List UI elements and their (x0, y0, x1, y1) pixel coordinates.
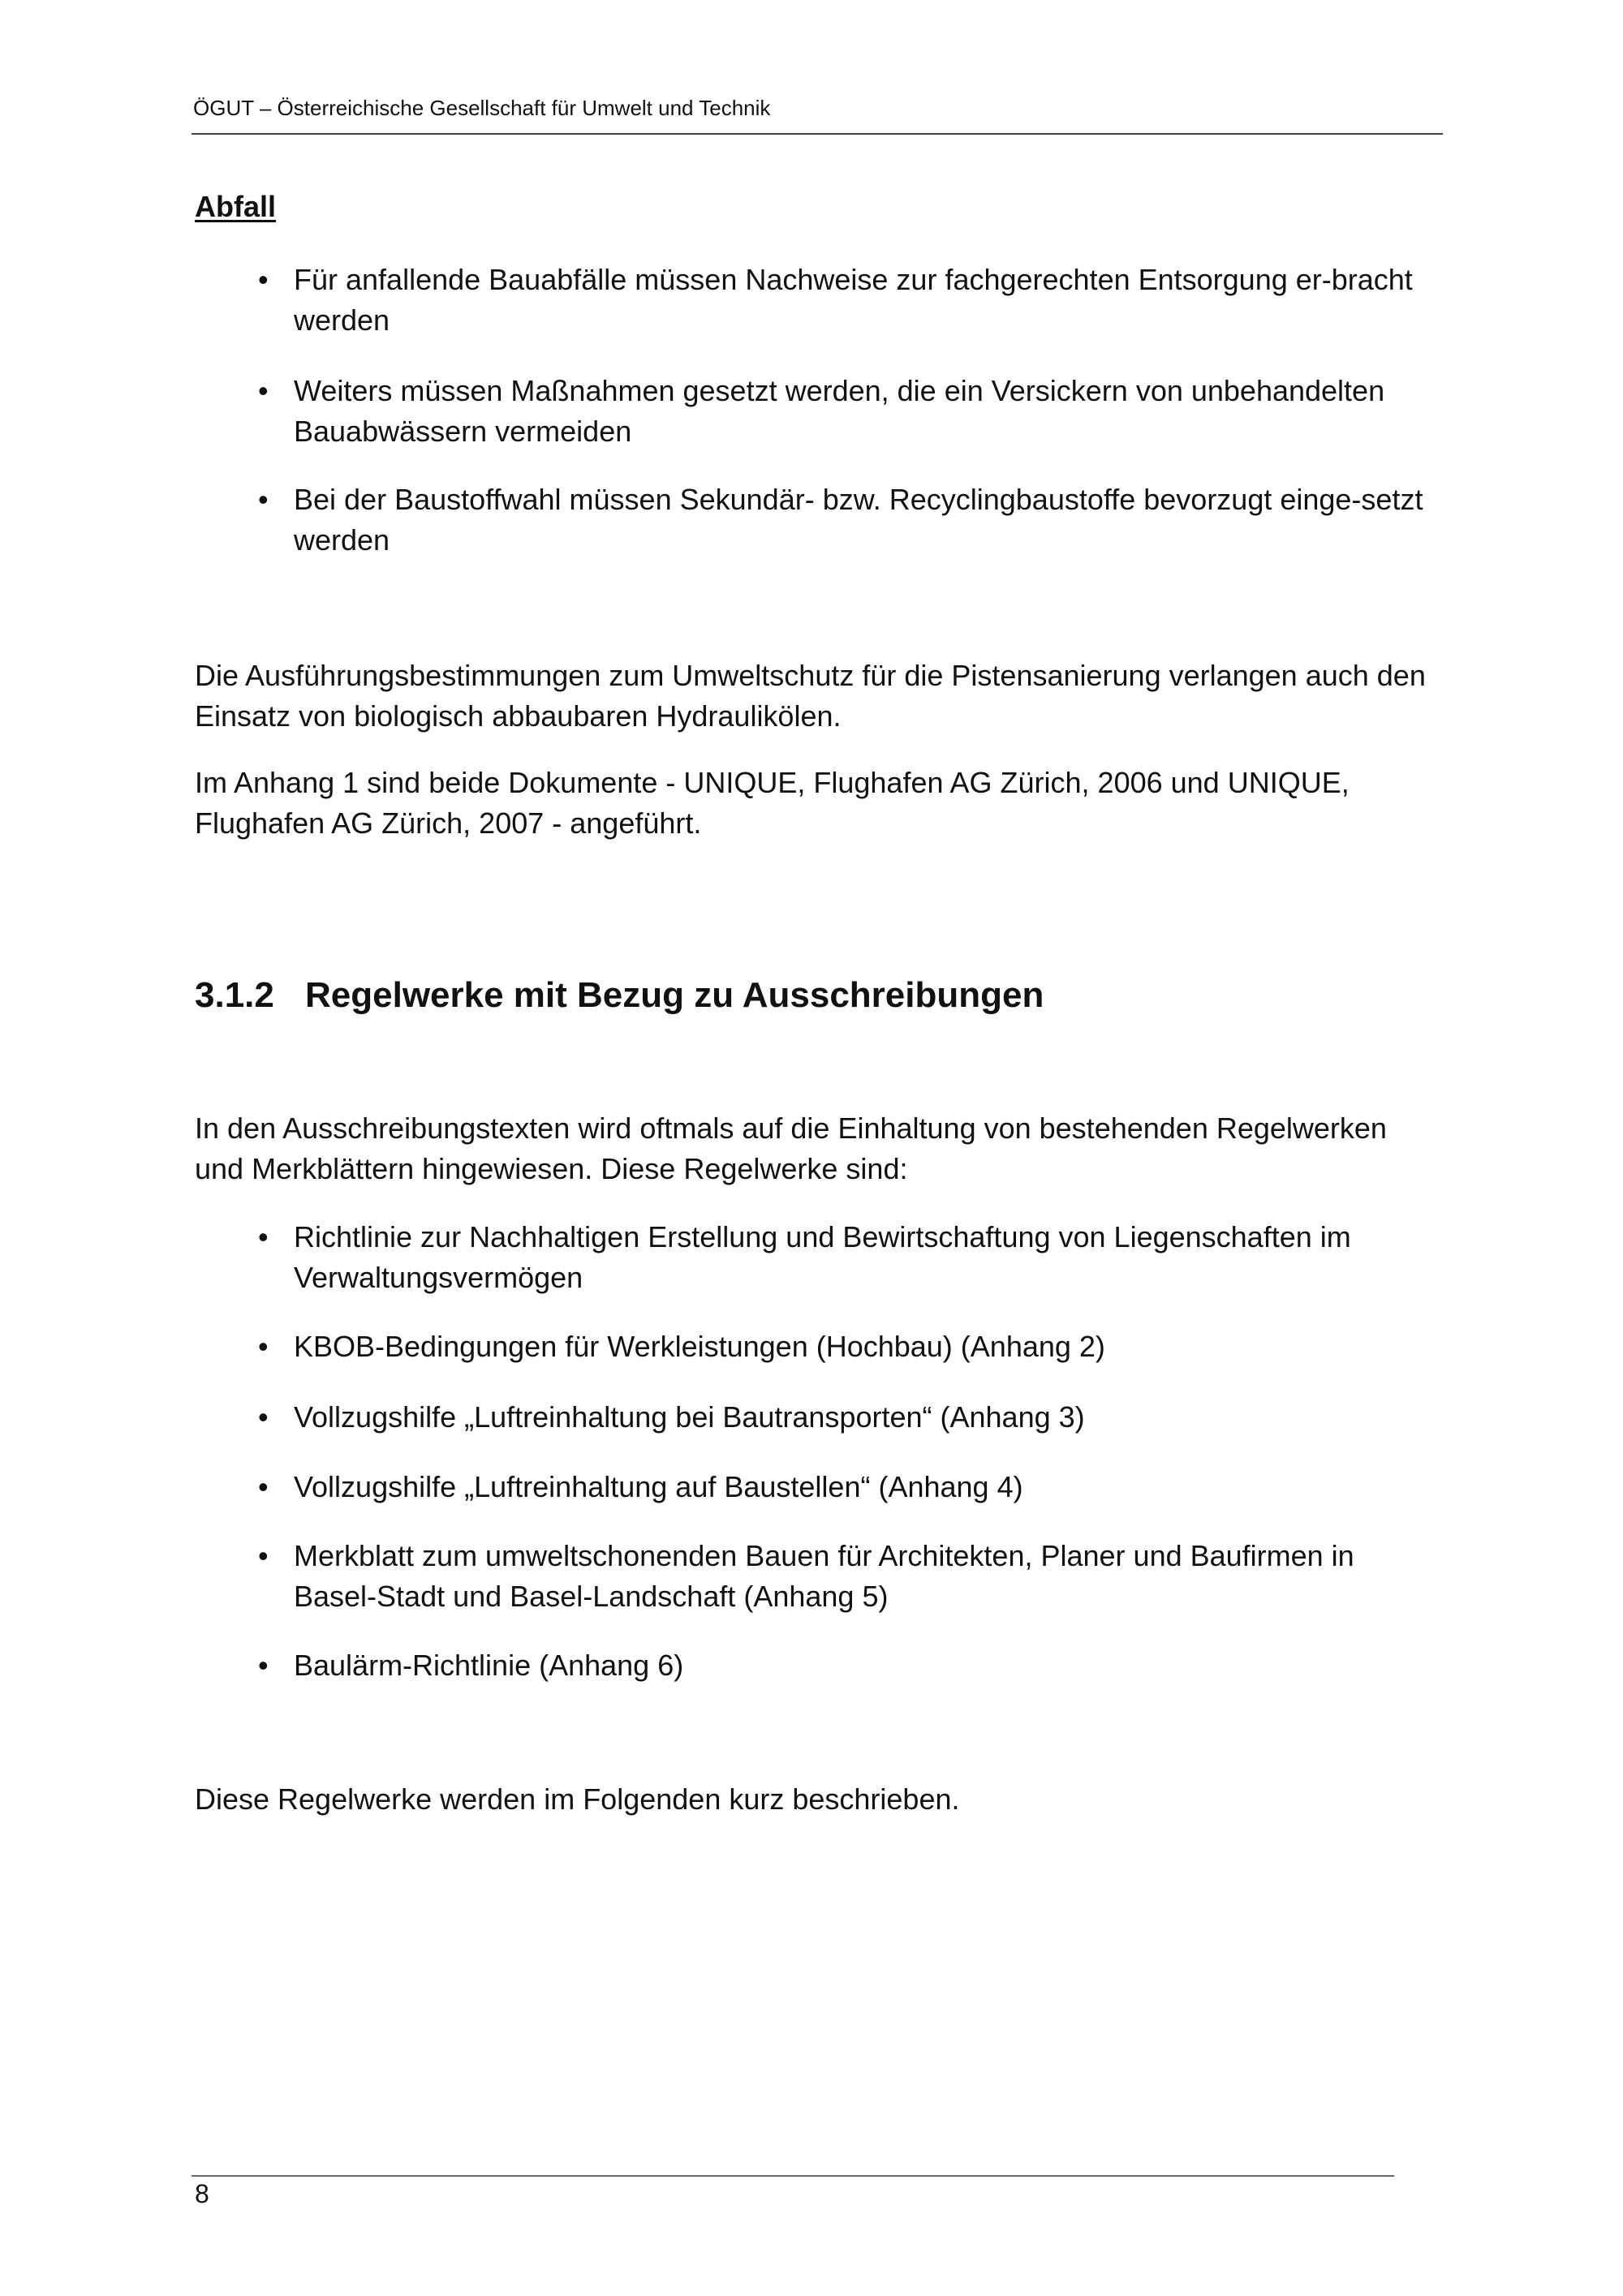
page-number: 8 (195, 2179, 209, 2208)
section-heading (195, 975, 1044, 1016)
bullet-icon: • (258, 1220, 269, 1253)
bullet-icon: • (258, 374, 269, 407)
subheading-abfall: Abfall (195, 190, 277, 223)
bullet-icon: • (258, 263, 269, 296)
running-header: ÖGUT – Österreichische Gesellschaft für Umwelt und Technik (193, 96, 771, 120)
bullet-icon: • (258, 483, 269, 516)
footer-divider (192, 2175, 1394, 2177)
section-title: Regelwerke mit Bezug zu Ausschreibungen (305, 975, 1044, 1015)
bullet-icon: • (258, 1330, 269, 1363)
bullet-icon: • (258, 1649, 269, 1682)
bullet-icon: • (258, 1470, 269, 1503)
paragraph: Im Anhang 1 sind beide Dokumente - UNIQUE, Flughafen AG Zürich, 2006 und UNIQUE, Flughafen AG Zürich, 2007 - angeführt. (195, 766, 1350, 840)
paragraph: In den Ausschreibungstexten wird oftmals auf die Einhaltung von bestehenden Regelwerken und Merkblättern hingewiesen. Diese Regelwerke sind: (195, 1111, 1387, 1185)
section-number: 3.1.2 (195, 975, 274, 1015)
bullet-icon: • (258, 1539, 269, 1572)
paragraph: Diese Regelwerke werden im Folgenden kurz beschrieben. (195, 1782, 960, 1816)
paragraph: Die Ausführungsbestimmungen zum Umweltschutz für die Pistensanierung verlangen auch den Einsatz von biologisch abbaubaren Hydraulikölen. (195, 659, 1426, 733)
header-divider (192, 133, 1443, 135)
bullet-icon: • (258, 1400, 269, 1434)
